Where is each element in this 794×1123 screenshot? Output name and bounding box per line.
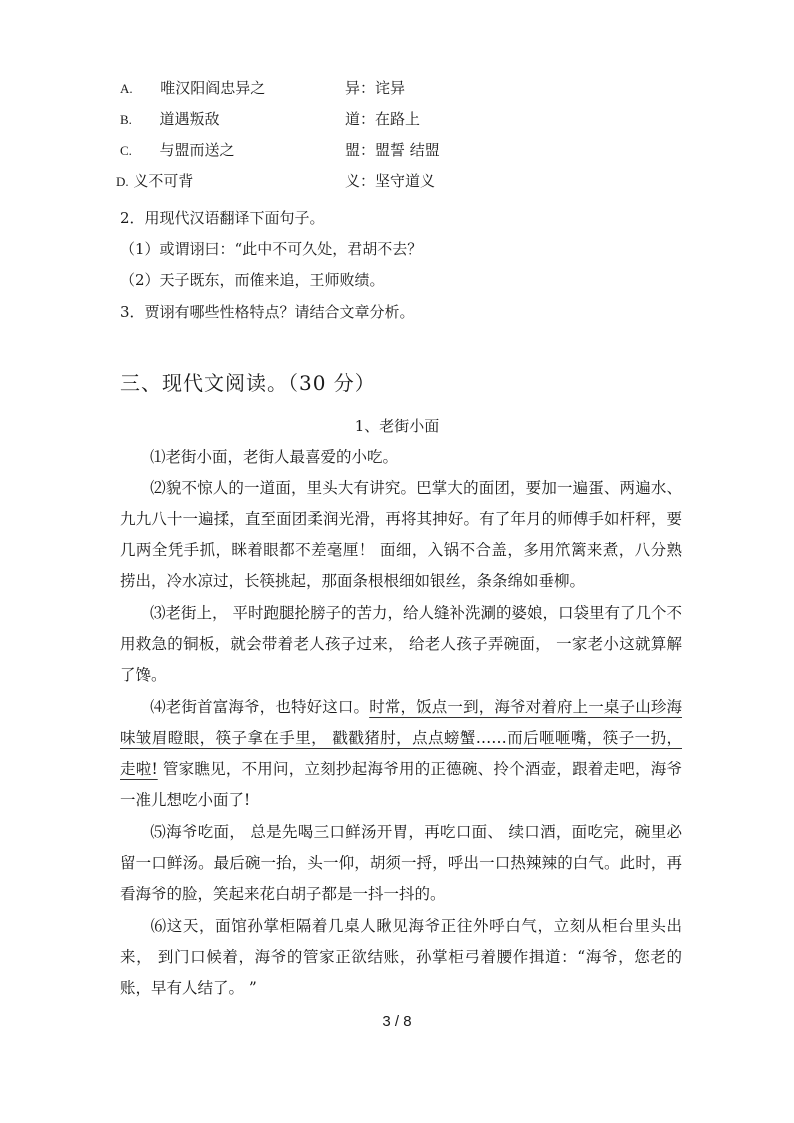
paragraph-text: 管家瞧见，不用问，立刻抄起海爷用的正德碗、拎个酒壶，跟着走吧，海爷一准儿想吃小面了! (120, 760, 683, 809)
article-title: 1、老街小面 (354, 417, 440, 435)
paragraph-text: ⑵貌不惊人的一道面，里头大有讲究。巴掌大的面团，要加一遍蛋、两遍水、九九八十一遍揉，直至面团柔润光滑，再将其抻好。有了年月的师傅手如杆秤，要几两全凭手抓，眯着眼都不差毫厘！ 面细，入锅不合盖，多用笊篱来煮，八分熟捞出，冷水凉过，长筷挑起，那面条根根细如银丝，条条绵如垂柳。 (120, 479, 682, 590)
paragraph-text: ⑴老街小面，老街人最喜爱的小吃。 (150, 448, 399, 466)
option-d (116, 171, 193, 192)
paragraph-1 (120, 442, 682, 473)
paragraph-text: ⑸海爷吃面， 总是先喝三口鲜汤开胃，再吃口面、 续口酒，面吃完，碗里必留一口鲜汤。最后碗一抬，头一仰，胡须一捋，呼出一口热辣辣的白气。此时，再看海爷的脸，笑起来花白胡子都是一抖一抖的。 (120, 823, 682, 903)
paragraph-text: ⑹这天，面馆孙掌柜隔着几桌人瞅见海爷正往外呼白气，立刻从柜台里头出来， 到门口候着，海爷的管家正欲结账，孙掌柜弓着腰作揖道：“海爷，您老的账，早有人结了。 ” (120, 917, 682, 997)
paragraph-6 (120, 911, 682, 1004)
paragraph-4 (120, 692, 682, 816)
option-d-gloss: 义：坚守道义 (345, 172, 436, 190)
option-a (120, 78, 265, 99)
question-2-item-1: （1）或谓诩曰：“此中不可久处，君胡不去？ (120, 240, 423, 258)
underlined-passage: 时常，饭点一到，海爷对着府上一桌子山珍海味皱眉瞪眼，筷子拿在手里， 戳戳猪肘，点点螃蟹……而后咂咂嘴，筷子一扔，走啦! (120, 698, 682, 778)
option-text: 义不可背 (133, 172, 194, 190)
question-3: 3．贾诩有哪些性格特点？请结合文章分析。 (120, 303, 415, 321)
option-c-gloss: 盟：盟誓 结盟 (345, 141, 440, 159)
option-c (120, 140, 235, 161)
option-label: D. (116, 174, 129, 189)
option-label: C. (120, 143, 132, 158)
option-text: 道遇叛敌 (159, 110, 220, 128)
paragraph-3 (120, 598, 682, 691)
question-2-item-2: （2）天子既东，而傕来追，王师败绩。 (120, 271, 385, 289)
option-b (120, 109, 220, 130)
option-a-gloss: 异：诧异 (345, 79, 406, 97)
option-b-gloss: 道：在路上 (345, 110, 421, 128)
paragraph-2 (120, 473, 682, 597)
option-label: A. (120, 81, 133, 96)
section-title: 三、现代文阅读。（30 分） (120, 371, 376, 395)
option-text: 唯汉阳阎忠异之 (160, 79, 266, 97)
page-number: 3 / 8 (382, 1013, 412, 1030)
paragraph-5 (120, 817, 682, 910)
paragraph-text: ⑷老街首富海爷，也特好这口。 (150, 698, 370, 716)
paragraph-text: ⑶老街上， 平时跑腿抡膀子的苦力，给人缝补洗涮的婆娘，口袋里有了几个不用救急的铜板，就会带着老人孩子过来， 给老人孩子弄碗面， 一家老小这就算解了馋。 (120, 604, 682, 684)
option-text: 与盟而送之 (159, 141, 235, 159)
option-label: B. (120, 112, 132, 127)
question-2-title: 2．用现代汉语翻译下面句子。 (120, 209, 325, 227)
